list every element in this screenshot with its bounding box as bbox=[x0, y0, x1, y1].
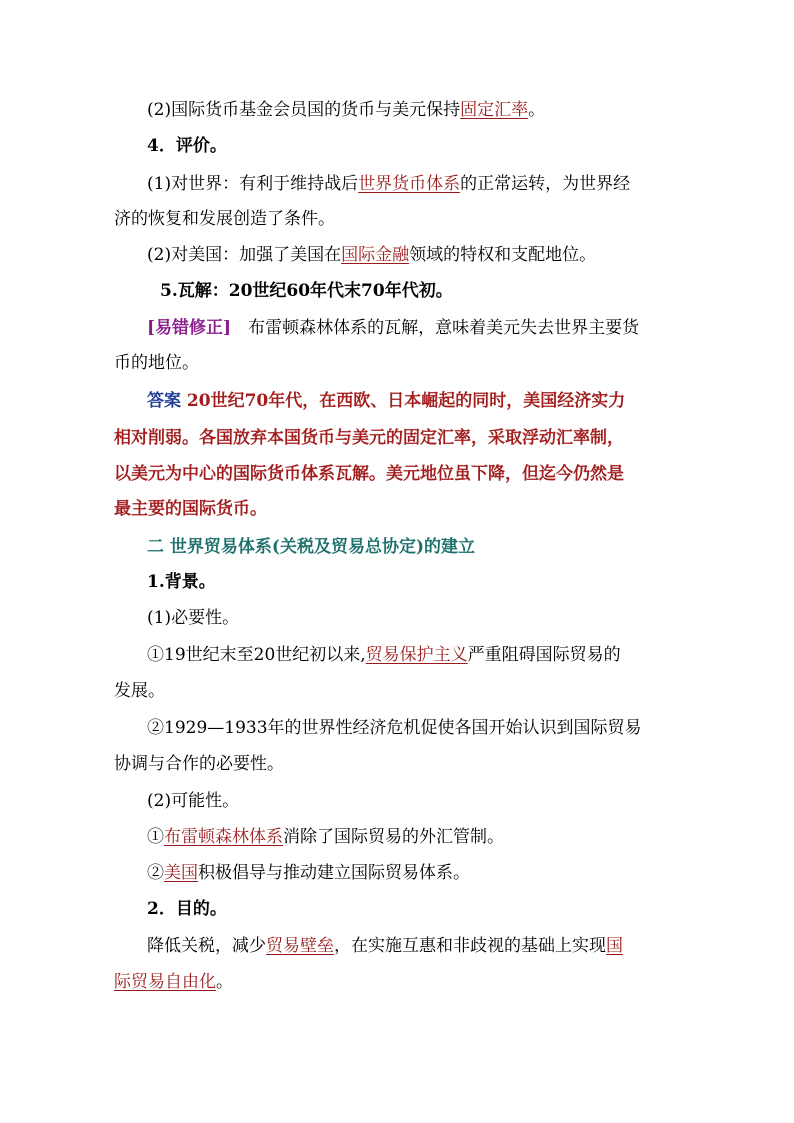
text-line: ①19世纪末至20世纪初以来,贸易保护主义严重阻碍国际贸易的 bbox=[147, 645, 621, 665]
text-line: (2)可能性。 bbox=[147, 791, 240, 811]
key-term: 固定汇率 bbox=[460, 100, 529, 120]
error-correction-tag: [易错修正] bbox=[147, 318, 232, 338]
section-heading: 5.瓦解：20世纪60年代末70年代初。 bbox=[160, 281, 453, 301]
answer-line: 以美元为中心的国际货币体系瓦解。美元地位虽下降，但迄今仍然是 bbox=[114, 464, 624, 484]
key-term: 际贸易自由化 bbox=[114, 972, 216, 992]
section-title: 二 世界贸易体系(关税及贸易总协定)的建立 bbox=[147, 537, 476, 557]
key-term: 布雷顿森林体系 bbox=[164, 827, 283, 847]
key-term: 国际金融 bbox=[341, 245, 410, 265]
text-line: 降低关税，减少贸易壁垒，在实施互惠和非歧视的基础上实现国 bbox=[147, 936, 623, 956]
text-line: [易错修正] 布雷顿森林体系的瓦解，意味着美元失去世界主要货 bbox=[147, 318, 640, 338]
answer-line: 相对削弱。各国放弃本国货币与美元的固定汇率，采取浮动汇率制， bbox=[114, 428, 624, 448]
section-heading: 2．目的。 bbox=[147, 899, 227, 919]
text-line: 币的地位。 bbox=[114, 353, 199, 373]
text-line: (1)必要性。 bbox=[147, 608, 240, 628]
text-line: 发展。 bbox=[114, 681, 165, 701]
text-line: (1)对世界：有利于维持战后世界货币体系的正常运转，为世界经 bbox=[147, 174, 631, 194]
key-term: 世界货币体系 bbox=[358, 174, 461, 194]
text-line: 协调与合作的必要性。 bbox=[114, 754, 284, 774]
key-term: 贸易保护主义 bbox=[365, 645, 468, 665]
text-line: ②美国积极倡导与推动建立国际贸易体系。 bbox=[147, 863, 470, 883]
section-heading: 4．评价。 bbox=[147, 136, 227, 156]
answer-label: 答案 bbox=[147, 391, 181, 411]
key-term: 美国 bbox=[164, 863, 198, 883]
text-line: (2)对美国：加强了美国在国际金融领域的特权和支配地位。 bbox=[147, 245, 597, 265]
text-line: 济的恢复和发展创造了条件。 bbox=[114, 209, 335, 229]
key-term: 贸易壁垒 bbox=[266, 936, 334, 956]
text-line: 际贸易自由化。 bbox=[114, 972, 233, 992]
text-line: ①布雷顿森林体系消除了国际贸易的外汇管制。 bbox=[147, 827, 504, 847]
text-line: (2)国际货币基金会员国的货币与美元保持固定汇率。 bbox=[147, 100, 546, 120]
section-heading: 1.背景。 bbox=[147, 572, 216, 592]
key-term: 国 bbox=[606, 936, 623, 956]
answer-line: 最主要的国际货币。 bbox=[114, 499, 267, 519]
answer-line: 答案 20世纪70年代，在西欧、日本崛起的同时，美国经济实力 bbox=[147, 391, 626, 411]
text-line: ②1929—1933年的世界性经济危机促使各国开始认识到国际贸易 bbox=[147, 718, 642, 738]
